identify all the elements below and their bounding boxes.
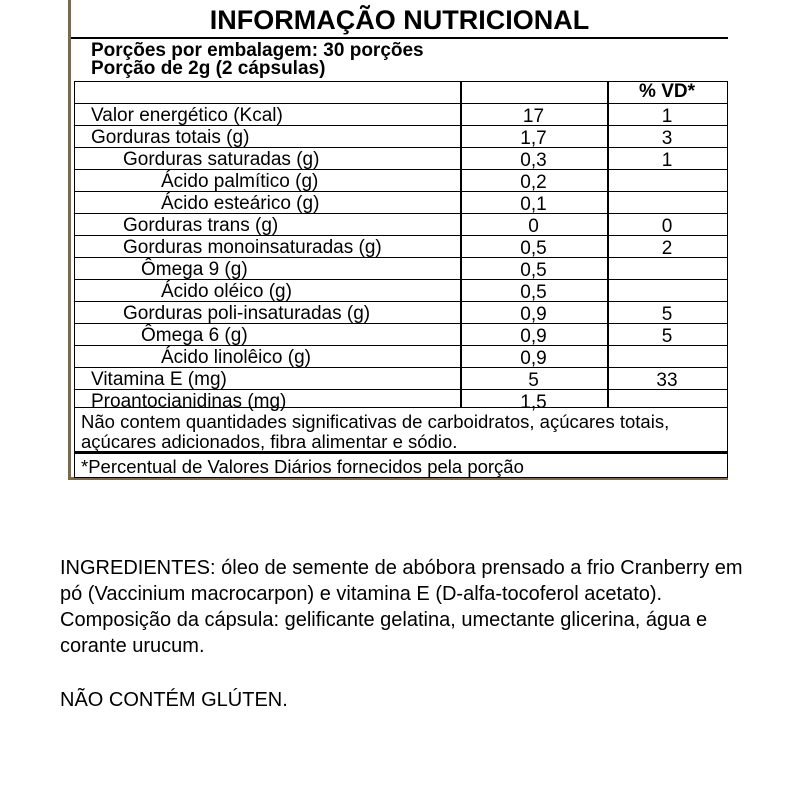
- nutrient-amount: 0,5: [520, 282, 547, 303]
- nutrition-table: [74, 81, 728, 413]
- table-row: [75, 104, 727, 126]
- nutrient-amount: 0,9: [520, 304, 547, 325]
- nutrient-daily-value: 5: [661, 304, 673, 325]
- table-row: [75, 302, 727, 324]
- nutrient-amount: 17: [522, 106, 545, 127]
- vd-header: % VD*: [639, 81, 695, 102]
- nutrition-facts-label: [68, 0, 728, 480]
- gluten-statement: NÃO CONTÉM GLÚTEN.: [60, 689, 288, 711]
- nutrition-note: Não contem quantidades significativas de carboidratos, açúcares totais, açúcares adicionados, fibra alimentar e sódio.: [74, 408, 728, 452]
- nutrient-daily-value: 2: [661, 238, 673, 259]
- nutrient-daily-value: 33: [656, 370, 678, 391]
- nutrient-name: Ácido palmítico (g): [161, 171, 319, 192]
- table-row: [75, 148, 727, 170]
- nutrient-name: Vitamina E (mg): [91, 369, 227, 390]
- table-row: [75, 280, 727, 302]
- nutrient-name: Valor energético (Kcal): [91, 105, 283, 126]
- table-row: [75, 170, 727, 192]
- nutrient-daily-value: 1: [661, 150, 673, 171]
- table-row: [75, 346, 727, 368]
- vd-footnote: *Percentual de Valores Diários fornecidos pela porção: [74, 452, 728, 478]
- nutrient-amount: 0,9: [520, 348, 547, 369]
- nutrient-amount: 0,5: [520, 260, 547, 281]
- table-row: [75, 258, 727, 280]
- nutrient-name: Ácido oléico (g): [161, 281, 292, 302]
- nutrient-name: Ômega 6 (g): [141, 325, 248, 346]
- nutrient-name: Gorduras monoinsaturadas (g): [123, 237, 382, 258]
- nutrient-name: Ácido linolêico (g): [161, 347, 311, 368]
- nutrient-amount: 0,9: [520, 326, 547, 347]
- table-header-row: [75, 82, 727, 104]
- nutrient-amount: 0,1: [520, 194, 547, 215]
- nutrient-name: Ácido esteárico (g): [161, 193, 320, 214]
- nutrient-amount: 0,5: [520, 238, 547, 259]
- table-row: [75, 214, 727, 236]
- nutrient-name: Ômega 9 (g): [141, 259, 248, 280]
- nutrient-amount: 5: [528, 370, 539, 391]
- nutrient-name: Gorduras saturadas (g): [123, 149, 320, 170]
- nutrient-daily-value: 3: [661, 128, 673, 149]
- nutrient-name: Gorduras poli-insaturadas (g): [123, 303, 371, 324]
- table-row: [75, 126, 727, 148]
- ingredients-text: INGREDIENTES: óleo de semente de abóbora prensado a frio Cranberry em pó (Vaccinium macrocarpon) e vitamina E (D-alfa-tocoferol acetato). Composição da cápsula: gelificante gelatina, umectante glicerina, água e corante urucum.: [60, 557, 743, 657]
- nutrient-amount: 0,3: [520, 150, 547, 171]
- label-title: INFORMAÇÃO NUTRICIONAL: [209, 5, 590, 35]
- nutrient-amount: 1,5: [520, 392, 547, 413]
- nutrient-name: Proantocianidinas (mg): [91, 391, 287, 412]
- nutrient-amount: 0,2: [520, 172, 547, 193]
- nutrient-daily-value: 0: [661, 216, 673, 237]
- nutrient-name: Gorduras trans (g): [123, 215, 279, 236]
- table-row: [75, 368, 727, 390]
- table-row: [75, 192, 727, 214]
- nutrient-daily-value: 1: [661, 106, 673, 127]
- nutrient-amount: 0: [528, 216, 539, 237]
- divider: [71, 37, 728, 39]
- nutrient-amount: 1,7: [520, 128, 547, 149]
- table-row: [75, 324, 727, 346]
- serving-size: Porção de 2g (2 cápsulas): [91, 58, 326, 79]
- servings-per-package: Porções por embalagem: 30 porções: [91, 40, 424, 61]
- table-row: [75, 236, 727, 258]
- nutrient-name: Gorduras totais (g): [91, 127, 250, 148]
- nutrient-daily-value: 5: [661, 326, 673, 347]
